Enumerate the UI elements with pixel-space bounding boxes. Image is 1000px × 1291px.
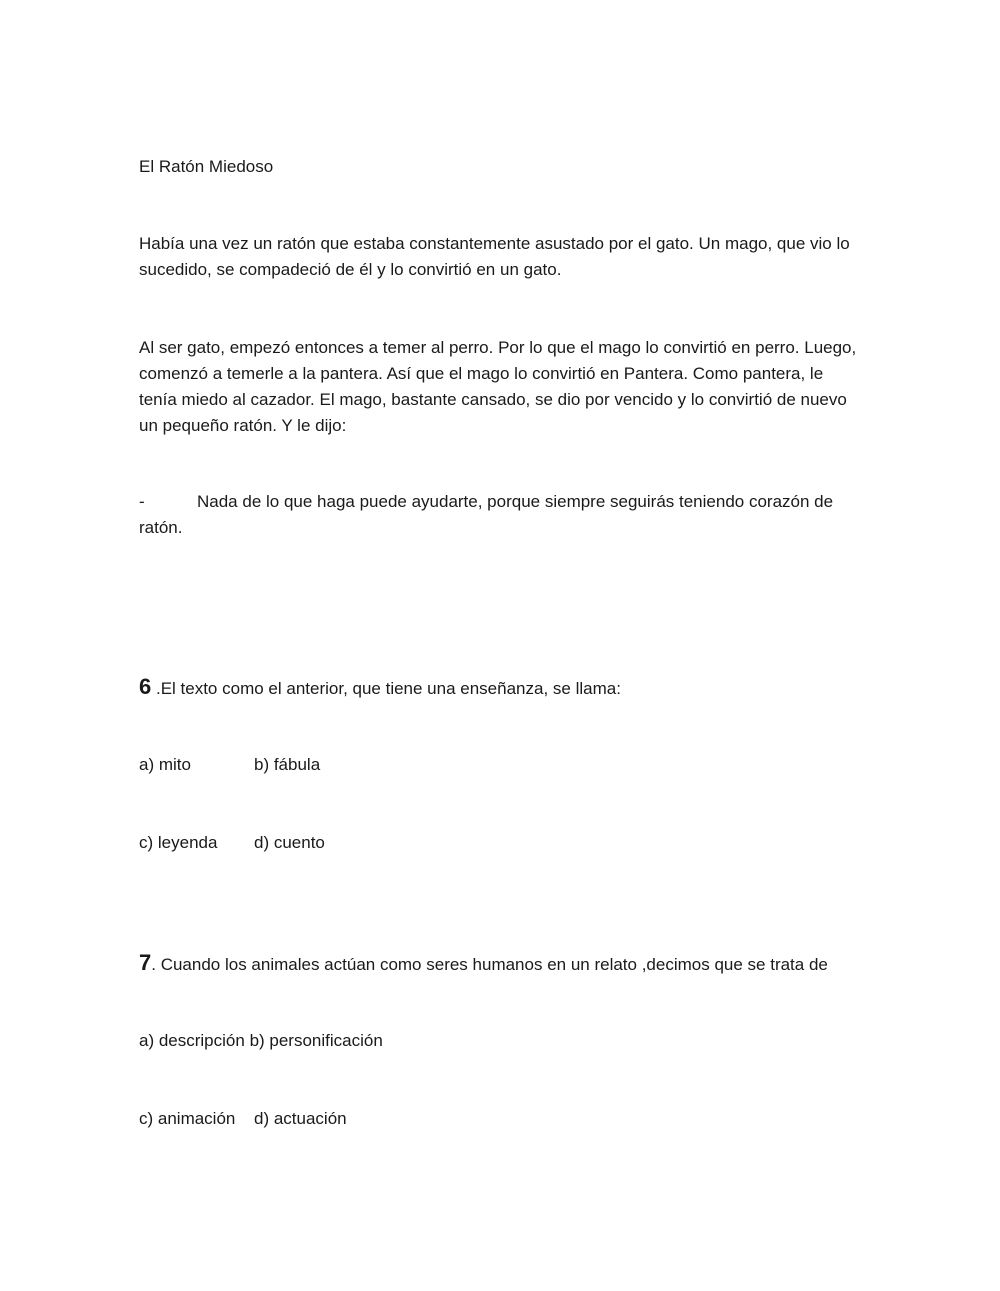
- question-7-options-row-2: [139, 1106, 347, 1132]
- question-7: [139, 950, 899, 978]
- story-paragraph-2: Al ser gato, empezó entonces a temer al perro. Por lo que el mago lo convirtió en perro. Luego, comenzó a temerle a la pantera. Así que el mago lo convirtió en Pantera. Como pantera, le tenía miedo al cazador. El mago, bastante cansado, se dio por vencido y lo convirtió de nuevo un pequeño ratón. Y le dijo:: [139, 338, 857, 435]
- question-6-text: .El texto como el anterior, que tiene una enseñanza, se llama:: [151, 679, 621, 698]
- question-7-option-d[interactable]: d) actuación: [254, 1109, 347, 1128]
- story-quote: [139, 489, 859, 541]
- question-6-option-b[interactable]: b) fábula: [254, 755, 321, 774]
- question-6-option-d[interactable]: d) cuento: [254, 833, 325, 852]
- question-6-options-row-2: [139, 830, 325, 856]
- question-6-number: 6: [139, 674, 152, 699]
- question-6-option-c[interactable]: c) leyenda: [139, 833, 218, 852]
- question-6-option-a[interactable]: a) mito: [139, 755, 191, 774]
- question-7-option-c[interactable]: c) animación: [139, 1109, 236, 1128]
- quote-text: Nada de lo que haga puede ayudarte, porque siempre seguirás teniendo corazón de ratón.: [139, 492, 834, 537]
- question-7-option-a[interactable]: a) descripción: [139, 1031, 245, 1050]
- question-6: [139, 674, 859, 702]
- story-title: El Ratón Miedoso: [139, 157, 274, 176]
- question-7-options-row-1: [139, 1028, 383, 1054]
- story-paragraph-1: Había una vez un ratón que estaba constantemente asustado por el gato. Un mago, que vio lo sucedido, se compadeció de él y lo convirtió en un gato.: [139, 234, 850, 279]
- question-6-options-row-1: [139, 752, 320, 778]
- question-7-option-b[interactable]: b) personificación: [249, 1031, 383, 1050]
- question-7-number: 7: [139, 950, 152, 975]
- quote-dash: -: [139, 492, 145, 511]
- question-7-text: . Cuando los animales actúan como seres humanos en un relato ,decimos que se trata de: [151, 955, 828, 974]
